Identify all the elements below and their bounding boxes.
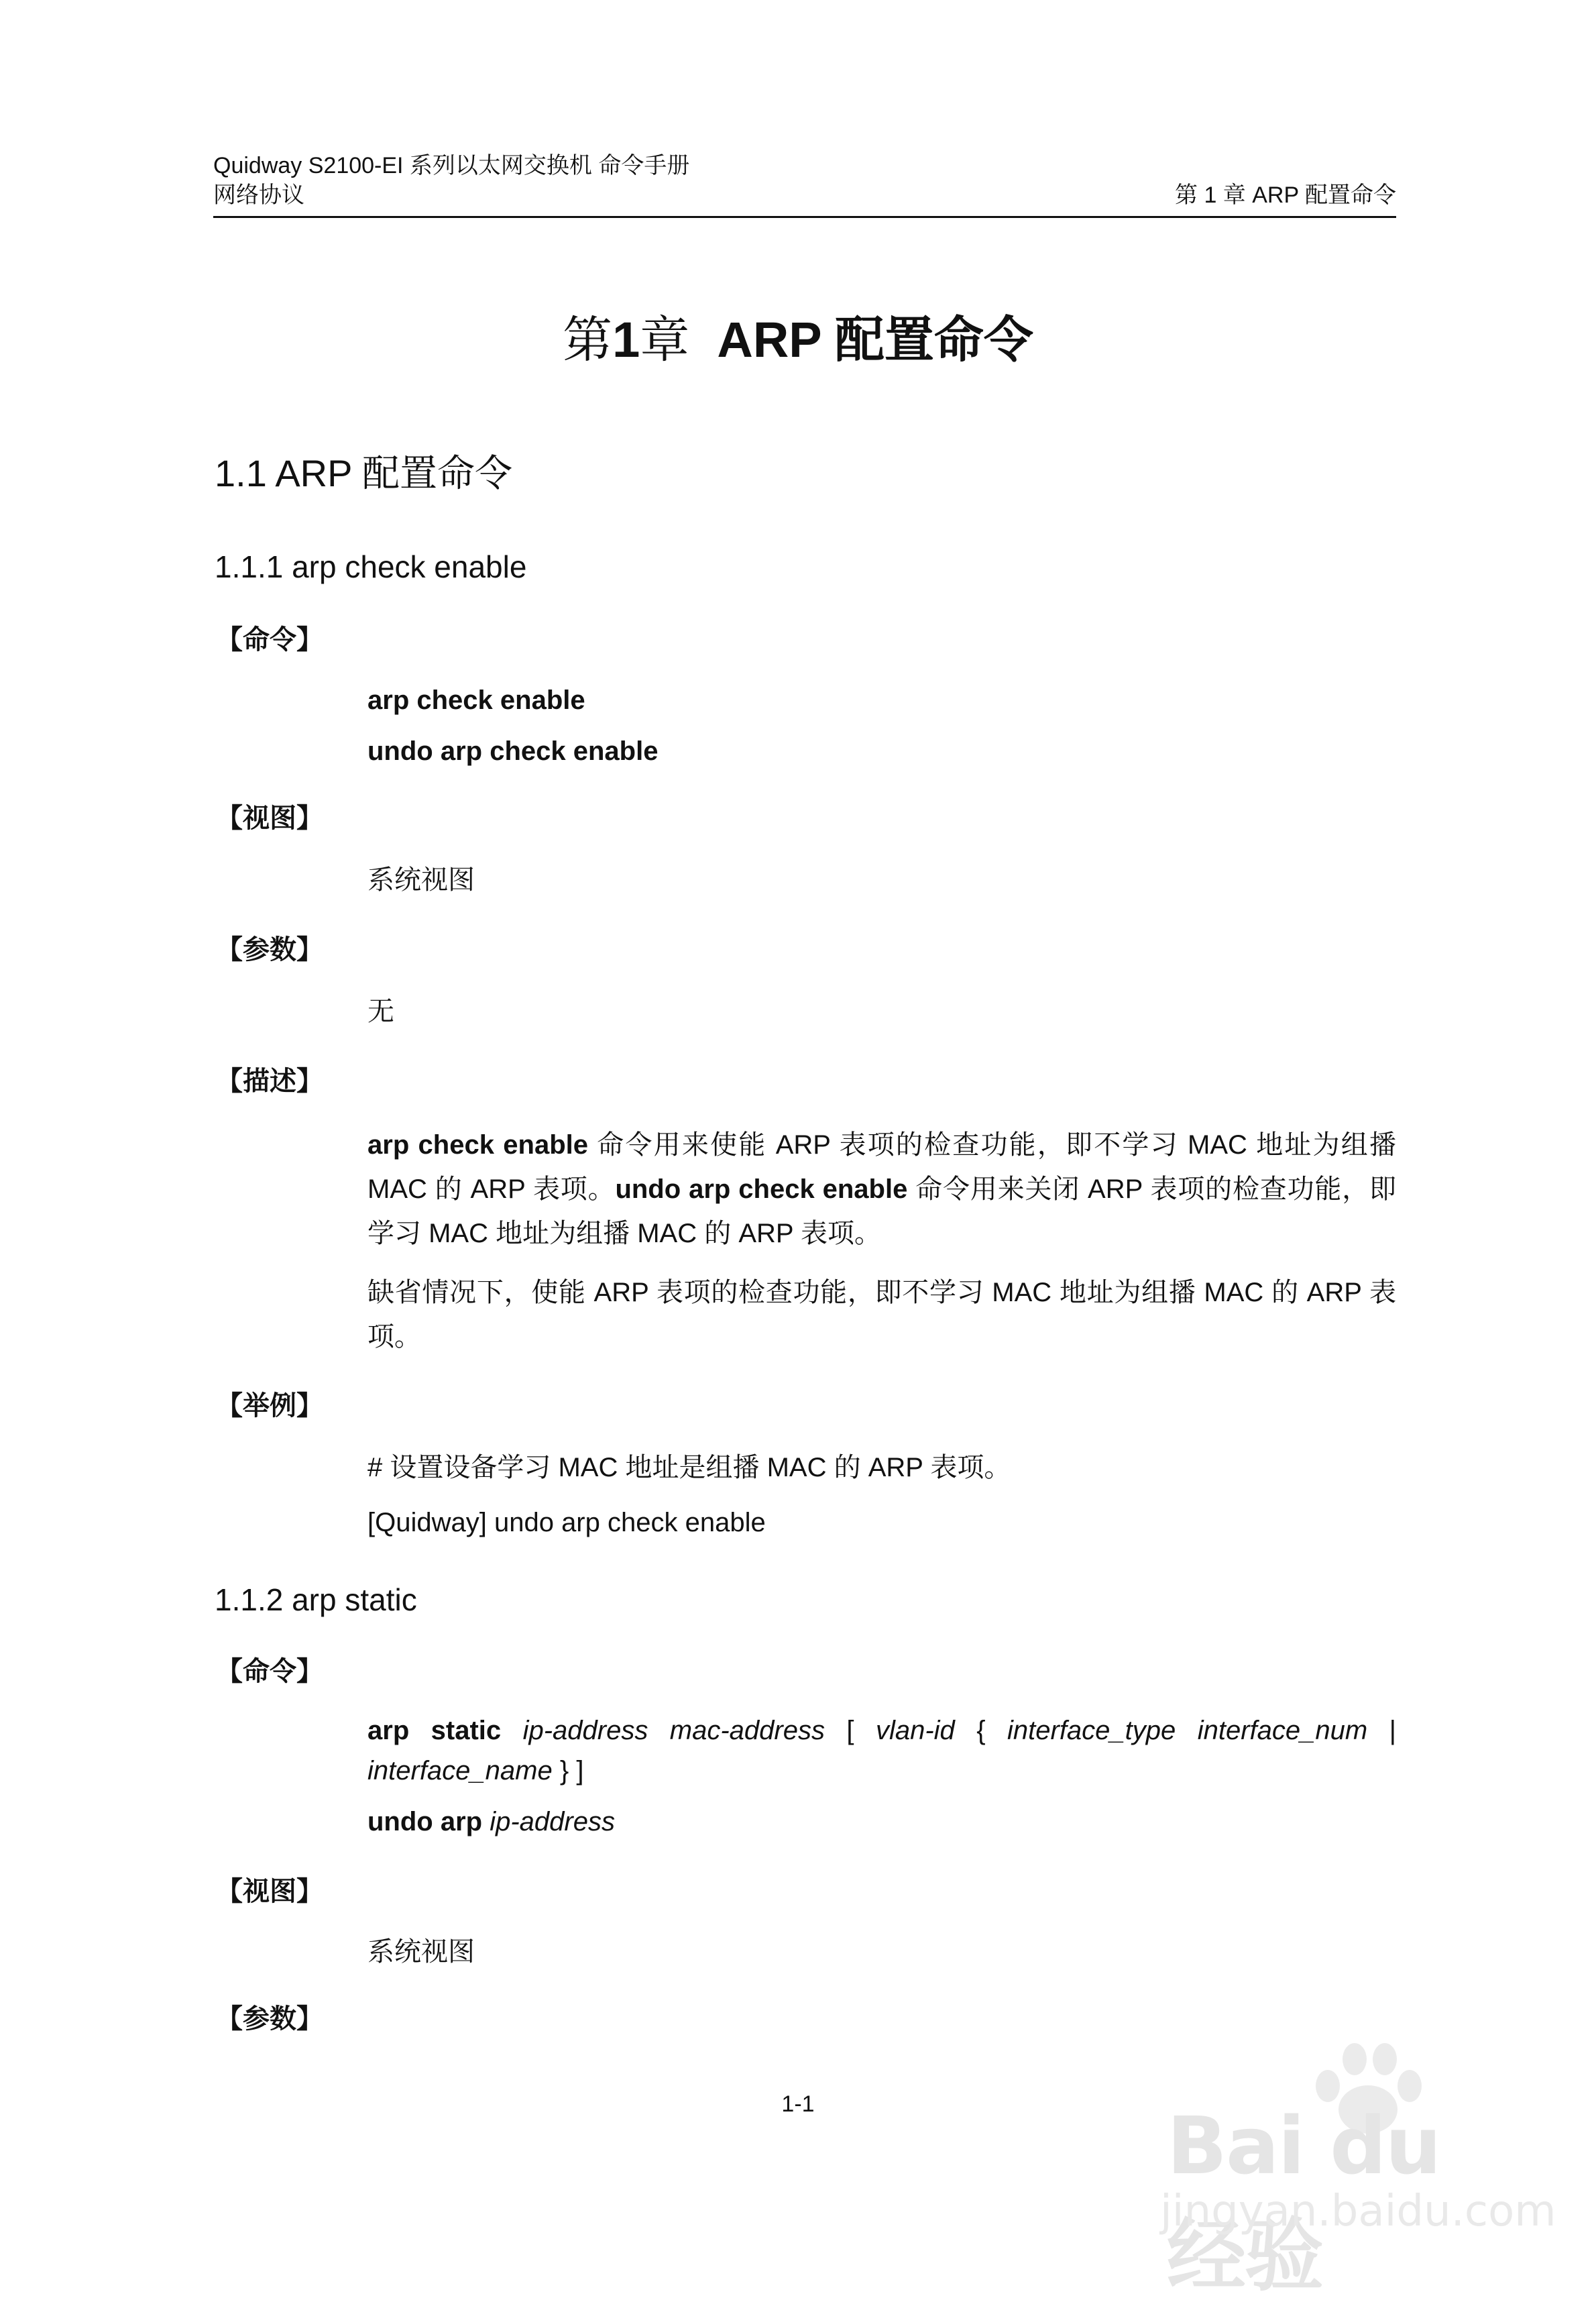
params-text: 无 [367,997,394,1026]
header-section: 网络协议 [213,182,304,208]
chapter-title: 第1章 ARP 配置命令 [563,312,1033,368]
view-text: 系统视图 [367,1937,475,1967]
watermark-url: jingyan.baidu.com [1160,2187,1556,2236]
section-title: 1.1 ARP 配置命令 [215,452,513,494]
command-syntax: arp static ip-address mac-address [ vlan-id { interface_type interface_num | [367,1716,1396,1745]
label-view: 【视图】 [216,804,323,833]
command-syntax: arp check enable [367,685,585,715]
label-params: 【参数】 [216,2004,323,2034]
description-paragraph-2: 缺省情况下，使能 ARP 表项的检查功能，即不学习 MAC 地址为组播 MAC 的 ARP 表项。 [367,1278,1396,1352]
command-syntax-undo: undo arp ip-address [367,1807,615,1836]
description-paragraph-1: arp check enable 命令用来使能 ARP 表项的检查功能，即不学习 MAC 地址为组播 MAC 的 ARP 表项。undo arp check enable 命令用来关闭 ARP 表项的检查功能，即学习 MAC 地址为组播 MAC 的 ARP 表项。 [367,1130,1396,1248]
example-comment: # 设置设备学习 MAC 地址是组播 MAC 的 ARP 表项。 [367,1453,1011,1482]
view-text: 系统视图 [367,865,475,895]
label-example: 【举例】 [216,1391,323,1421]
watermark-logo: Bai du 经验 [1167,2099,1440,2302]
page-number: 1-1 [781,2091,815,2117]
subsection-title-arp-check-enable: 1.1.1 arp check enable [215,549,527,584]
label-view: 【视图】 [216,1877,323,1906]
label-command: 【命令】 [216,1657,323,1686]
header-rule [213,216,1396,218]
subsection-title-arp-static: 1.1.2 arp static [215,1582,417,1617]
label-description: 【描述】 [216,1066,323,1096]
header-title: Quidway S2100-EI 系列以太网交换机 命令手册 [213,153,690,178]
label-params: 【参数】 [216,935,323,965]
example-code: [Quidway] undo arp check enable [367,1508,766,1537]
header-chapter: 第 1 章 ARP 配置命令 [1175,182,1396,208]
label-command: 【命令】 [216,625,323,655]
baidu-jingyan-watermark [1140,2039,1556,2302]
command-syntax-continued: interface_name } ] [367,1756,584,1786]
command-syntax-undo: undo arp check enable [367,736,659,766]
